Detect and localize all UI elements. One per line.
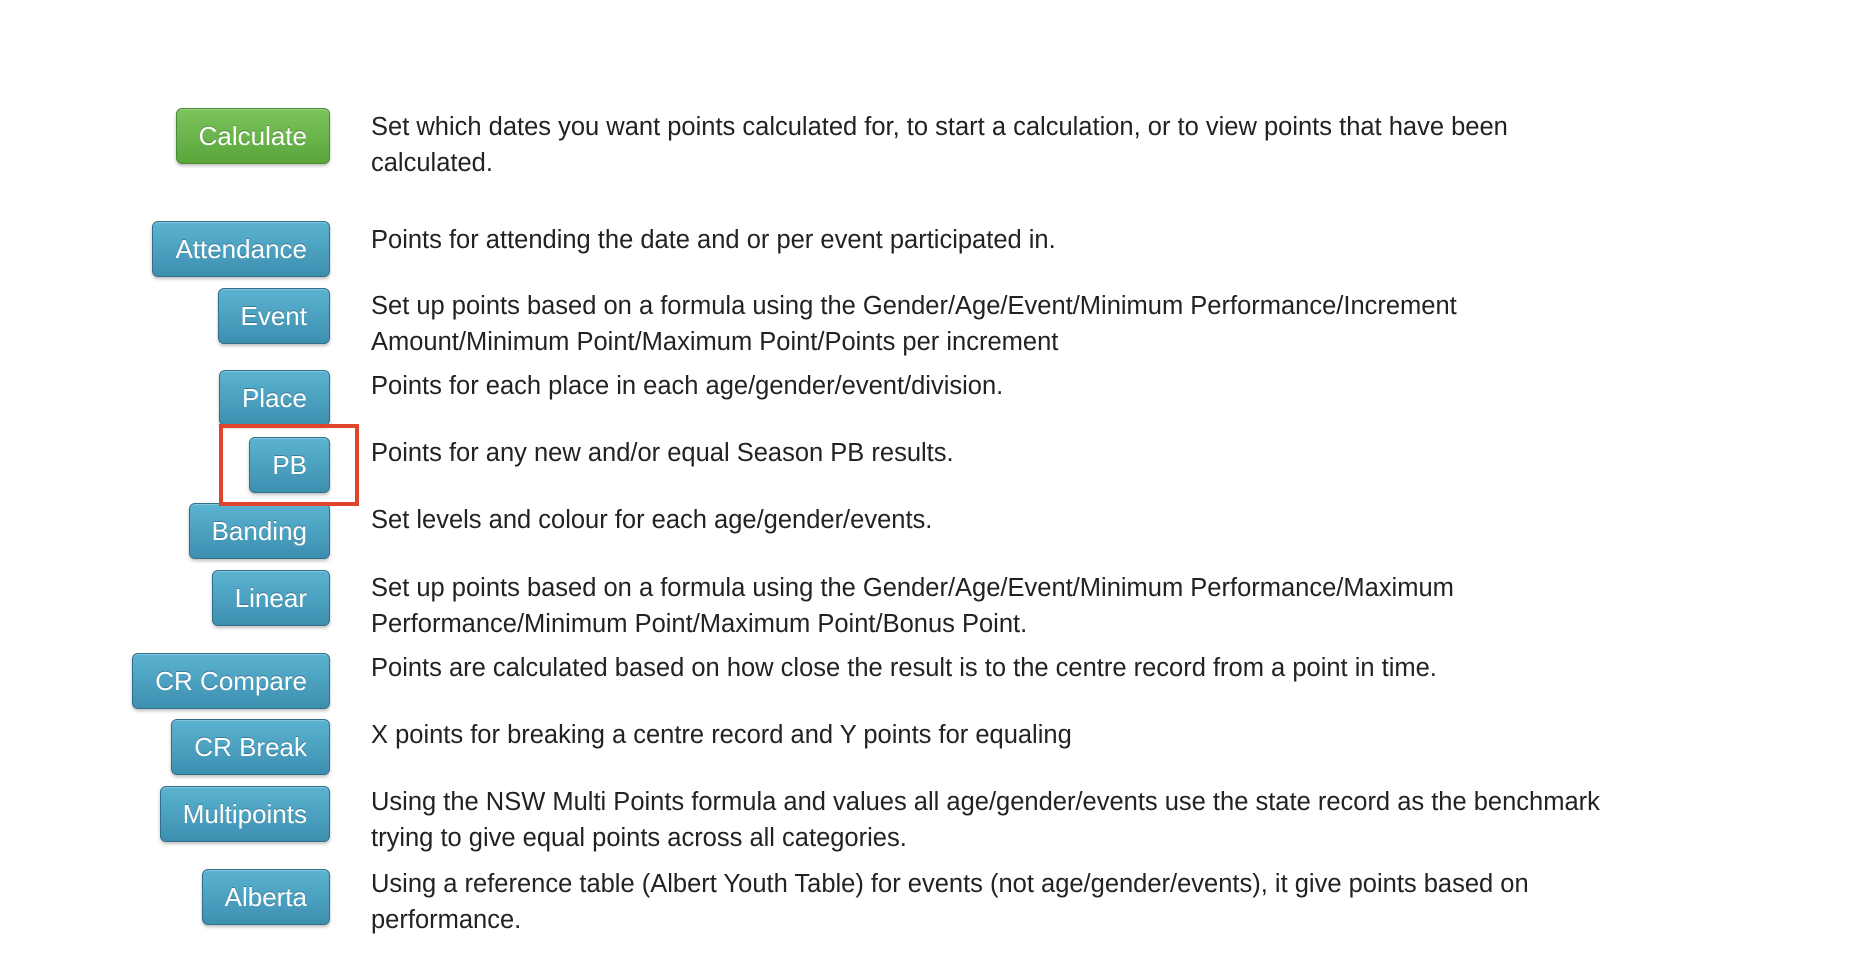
event-button[interactable]: Event (218, 288, 331, 344)
place-description: Points for each place in each age/gender/event/division. (371, 372, 1004, 400)
banding-description: Set levels and colour for each age/gender/events. (371, 506, 933, 534)
cr-compare-button[interactable]: CR Compare (132, 653, 330, 709)
place-button[interactable]: Place (219, 370, 330, 426)
cr-compare-description: Points are calculated based on how close the result is to the centre record from a point in time. (371, 654, 1437, 682)
event-description: Set up points based on a formula using the Gender/Age/Event/Minimum Performance/Increment Amount/Minimum Point/Maximum Point/Points per increment (371, 292, 1457, 356)
attendance-button[interactable]: Attendance (152, 221, 330, 277)
calculate-description: Set which dates you want points calculated for, to start a calculation, or to view points that have been calculated. (371, 113, 1508, 177)
pb-button[interactable]: PB (249, 437, 330, 493)
multipoints-button[interactable]: Multipoints (160, 786, 330, 842)
cr-break-button[interactable]: CR Break (171, 719, 330, 775)
multipoints-description: Using the NSW Multi Points formula and values all age/gender/events use the state record as the benchmark trying to give equal points across all categories. (371, 788, 1600, 852)
pb-description: Points for any new and/or equal Season PB results. (371, 439, 954, 467)
attendance-description: Points for attending the date and or per event participated in. (371, 226, 1056, 254)
banding-button[interactable]: Banding (189, 503, 330, 559)
linear-description: Set up points based on a formula using the Gender/Age/Event/Minimum Performance/Maximum Performance/Minimum Point/Maximum Point/Bonus Point. (371, 574, 1454, 638)
alberta-description: Using a reference table (Albert Youth Table) for events (not age/gender/events), it give points based on performance. (371, 870, 1529, 934)
cr-break-description: X points for breaking a centre record and Y points for equaling (371, 721, 1072, 749)
alberta-button[interactable]: Alberta (202, 869, 330, 925)
calculate-button[interactable]: Calculate (176, 108, 330, 164)
linear-button[interactable]: Linear (212, 570, 330, 626)
